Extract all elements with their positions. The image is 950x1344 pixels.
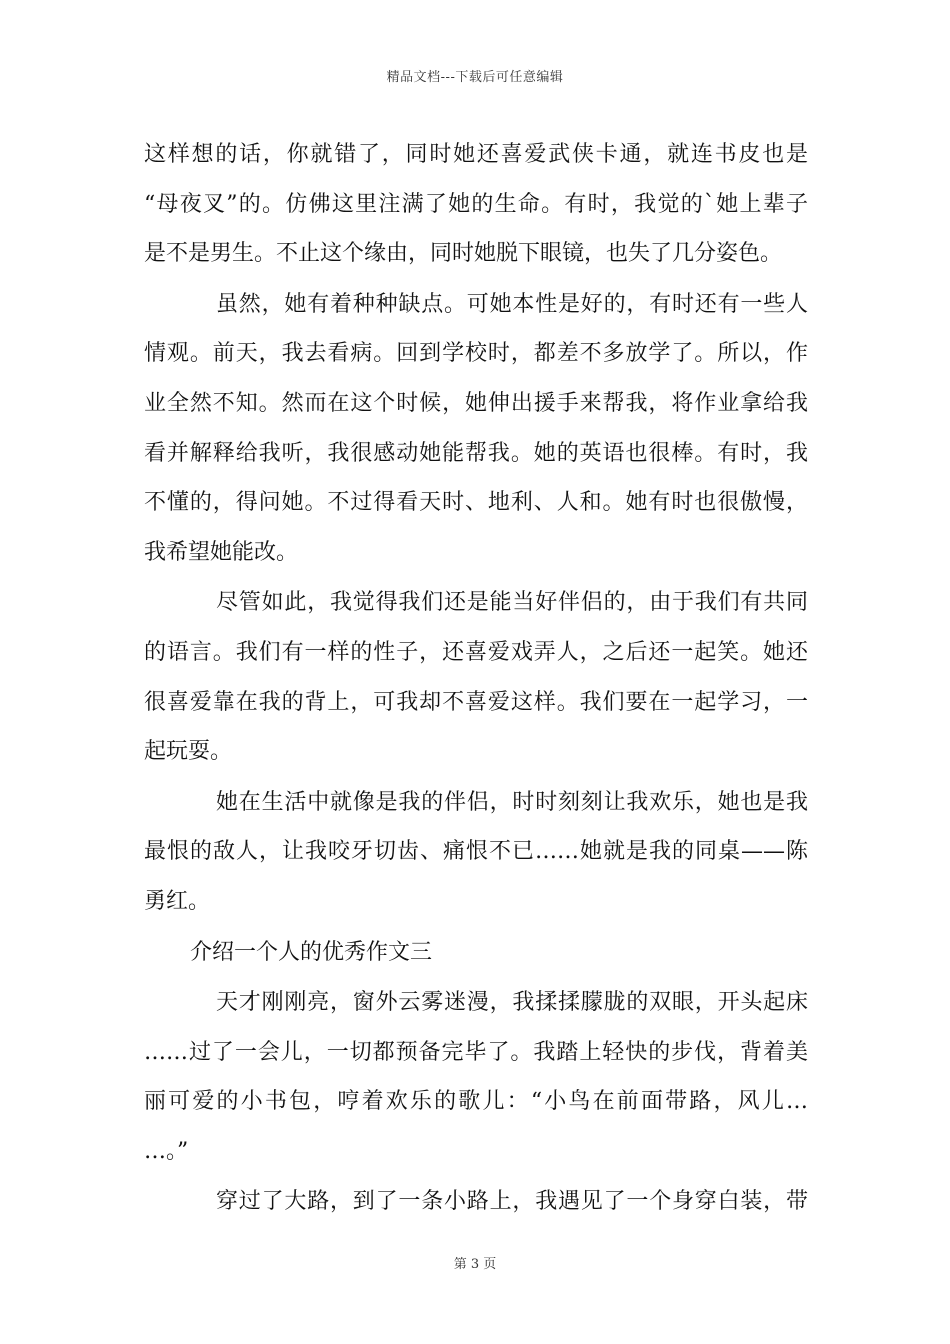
text-line: 勇红。 (144, 888, 211, 914)
text-line: 看并解释给我听，我很感动她能帮我。她的英语也很棒。有时，我 (144, 440, 808, 466)
paragraph-first-line: 天才刚刚亮，窗外云雾迷漫，我揉揉朦胧的双眼，开头起床 (216, 990, 808, 1016)
text-line: 起玩耍。 (144, 739, 233, 765)
text-line: 情观。前天，我去看病。回到学校时，都差不多放学了。所以，作 (144, 341, 808, 367)
text-line: 很喜爱靠在我的背上，可我却不喜爱这样。我们要在一起学习，一 (144, 689, 808, 715)
text-line: 最恨的敌人，让我咬牙切齿、痛恨不已……她就是我的同桌——陈 (144, 839, 808, 865)
paragraph-first-line: 虽然，她有着种种缺点。可她本性是好的，有时还有一些人 (216, 291, 808, 317)
page-header: 精品文档---下载后可任意编辑 (386, 70, 564, 85)
paragraph-first-line: 她在生活中就像是我的伴侣，时时刻刻让我欢乐，她也是我 (216, 789, 808, 815)
section-heading: 介绍一个人的优秀作文三 (190, 939, 433, 965)
text-line: 的语言。我们有一样的性子，还喜爱戏弄人，之后还一起笑。她还 (144, 639, 808, 665)
paragraph-first-line: 尽管如此，我觉得我们还是能当好伴侣的，由于我们有共同 (216, 590, 808, 616)
page-number: 第 3 页 (453, 1257, 497, 1272)
text-line: …。” (144, 1138, 189, 1164)
text-line: 业全然不知。然而在这个时候，她伸出援手来帮我，将作业拿给我 (144, 390, 808, 416)
document-body (144, 130, 808, 1227)
text-line: ……过了一会儿，一切都预备完毕了。我踏上轻快的步伐，背着美 (144, 1039, 808, 1065)
text-line: 丽可爱的小书包，哼着欢乐的歌儿：“小鸟在前面带路，风儿… (144, 1089, 808, 1115)
text-line: 我希望她能改。 (144, 539, 299, 565)
text-line: “母夜叉”的。仿佛这里注满了她的生命。有时，我觉的`她上辈子 (144, 191, 808, 217)
text-line: 这样想的话，你就错了，同时她还喜爱武侠卡通，就连书皮也是 (144, 142, 808, 167)
text-line: 不懂的，得问她。不过得看天时、地利、人和。她有时也很傲慢， (144, 490, 808, 516)
text-line: 是不是男生。不止这个缘由，同时她脱下眼镜，也失了几分姿色。 (144, 241, 783, 267)
paragraph-first-line: 穿过了大路，到了一条小路上，我遇见了一个身穿白装，带 (216, 1189, 808, 1215)
